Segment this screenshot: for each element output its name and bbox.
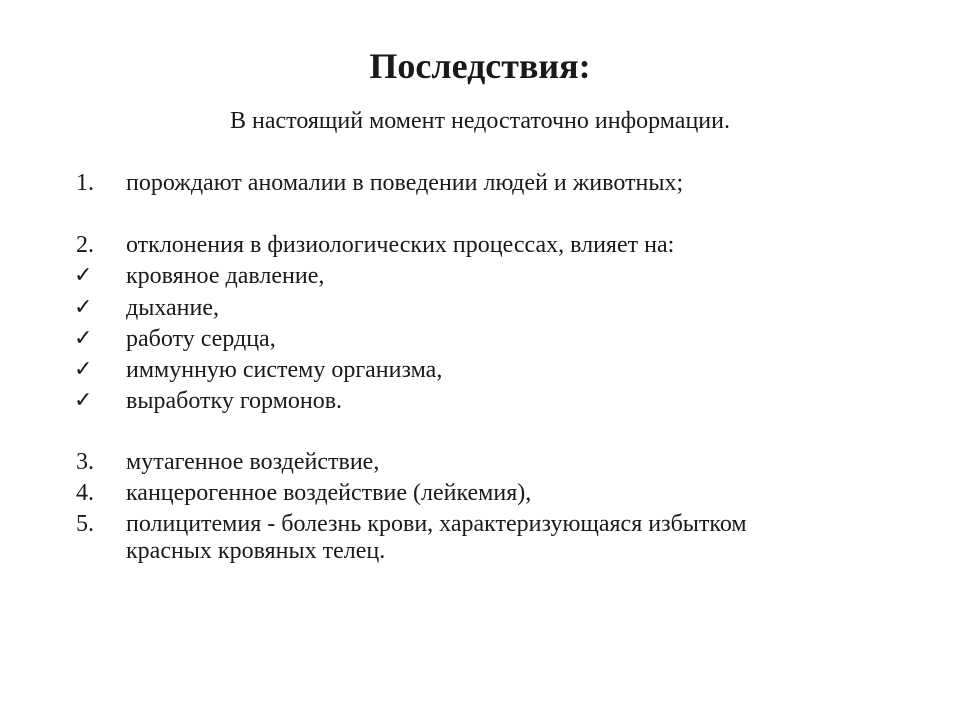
list-item-text: отклонения в физиологических процессах, влияет на: (126, 232, 675, 258)
sub-item-heart (0, 324, 960, 354)
list-number: 4. (76, 480, 94, 506)
checkmark-icon: ✓ (74, 388, 93, 413)
sub-item-breathing (0, 293, 960, 323)
list-item-5 (0, 509, 960, 539)
list-item-text: полицитемия - болезнь крови, характеризующаяся избытком (126, 511, 747, 537)
checkmark-icon: ✓ (74, 357, 93, 382)
sub-item-text: кровяное давление, (126, 263, 325, 289)
list-item-text: порождают аномалии в поведении людей и животных; (126, 170, 684, 196)
list-number: 3. (76, 449, 94, 475)
list-number: 1. (76, 170, 94, 196)
sub-item-blood-pressure (0, 261, 960, 291)
list-item-text: канцерогенное воздействие (лейкемия), (126, 480, 532, 506)
list-item-text: красных кровяных телец. (126, 538, 386, 564)
sub-item-text: работу сердца, (126, 326, 276, 352)
sub-item-text: выработку гормонов. (126, 388, 343, 414)
list-number: 2. (76, 232, 94, 258)
sub-item-immune (0, 355, 960, 385)
checkmark-icon: ✓ (74, 295, 93, 320)
slide-subtitle: В настоящий момент недостаточно информации. (230, 108, 730, 134)
checkmark-icon: ✓ (74, 263, 93, 288)
list-item-3 (0, 447, 960, 477)
checkmark-icon: ✓ (74, 326, 93, 351)
sub-item-hormones (0, 386, 960, 416)
list-number: 5. (76, 511, 94, 537)
list-item-text: мутагенное воздействие, (126, 449, 380, 475)
sub-item-text: иммунную систему организма, (126, 357, 443, 383)
list-item-4 (0, 478, 960, 508)
slide-title: Последствия: (369, 46, 591, 86)
list-item-5-continuation (0, 536, 960, 566)
sub-item-text: дыхание, (126, 295, 220, 321)
list-item-2 (0, 230, 960, 260)
list-item-1 (0, 168, 960, 198)
